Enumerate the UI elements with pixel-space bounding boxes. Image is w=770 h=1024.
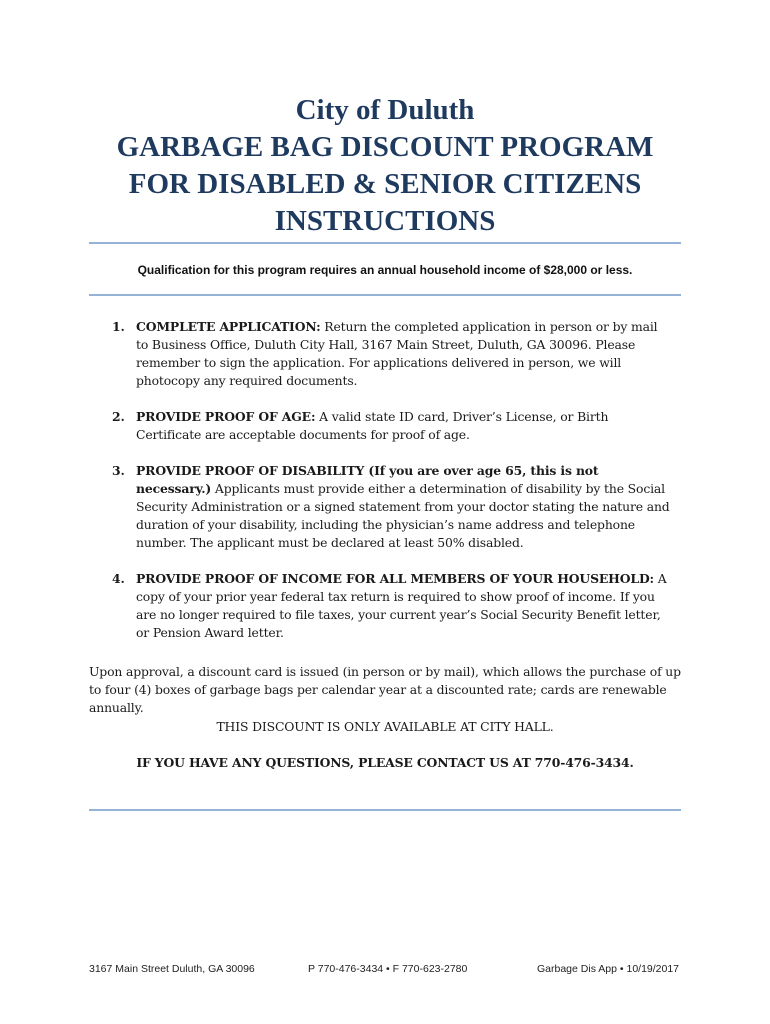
footer-phone-fax: P 770-476-3434 • F 770-623-2780 [308,963,468,975]
city-hall-notice: THIS DISCOUNT IS ONLY AVAILABLE AT CITY HALL. [216,719,554,734]
title-line-instructions: INSTRUCTIONS [274,205,496,237]
approval-paragraph: Upon approval, a discount card is issued (in person or by mail), which allows the purchase of up to four (4) boxes of garbage bags per calendar year at a discounted rate; cards are renewable annually. [89,664,681,715]
title-line-city: City of Duluth [295,94,475,126]
document-title [60,92,710,240]
instruction-item-income [112,570,672,642]
step-number: 3. [112,463,125,478]
qualification-statement: Qualification for this program requires an annual household income of $28,000 or less. [137,263,633,277]
step-number: 2. [112,409,125,424]
divider-top [89,242,681,244]
step-heading: PROVIDE PROOF OF INCOME FOR ALL MEMBERS OF YOUR HOUSEHOLD: [136,571,654,586]
step-number: 4. [112,571,125,586]
title-line-audience: FOR DISABLED & SENIOR CITIZENS [128,168,642,200]
contact-notice: IF YOU HAVE ANY QUESTIONS, PLEASE CONTACT US AT 770-476-3434. [136,755,634,770]
step-heading: PROVIDE PROOF OF AGE: [136,409,316,424]
instruction-item-disability [112,462,672,552]
divider-bottom [89,809,681,811]
step-text: Applicants must provide either a determination of disability by the Social Security Administration or a signed statement from your doctor stating the nature and duration of your disability, including the physician’s name address and telephone number. The applicant must be declared at least 50% disabled. [136,481,670,550]
instruction-list [112,318,672,660]
step-heading: PROVIDE PROOF OF DISABILITY (If you are over age 65, this is not necessary.) [136,463,599,496]
divider-middle [89,294,681,296]
title-line-program: GARBAGE BAG DISCOUNT PROGRAM [116,131,654,163]
step-text: Return the completed application in person or by mail to Business Office, Duluth City Hall, 3167 Main Street, Duluth, GA 30096. Please remember to sign the application. For applications delivered in person, we will photocopy any required documents. [136,319,658,388]
instruction-item-application [112,318,672,390]
step-heading: COMPLETE APPLICATION: [136,319,321,334]
footer-form-id: Garbage Dis App • 10/19/2017 [537,963,680,975]
instruction-item-age [112,408,672,444]
step-number: 1. [112,319,125,334]
step-text: A copy of your prior year federal tax return is required to show proof of income. If you are no longer required to file taxes, your current year’s Social Security Benefit letter, or Pension Award letter. [136,571,667,640]
footer-address: 3167 Main Street Duluth, GA 30096 [89,963,255,975]
step-text: A valid state ID card, Driver’s License, or Birth Certificate are acceptable documents for proof of age. [136,409,609,442]
